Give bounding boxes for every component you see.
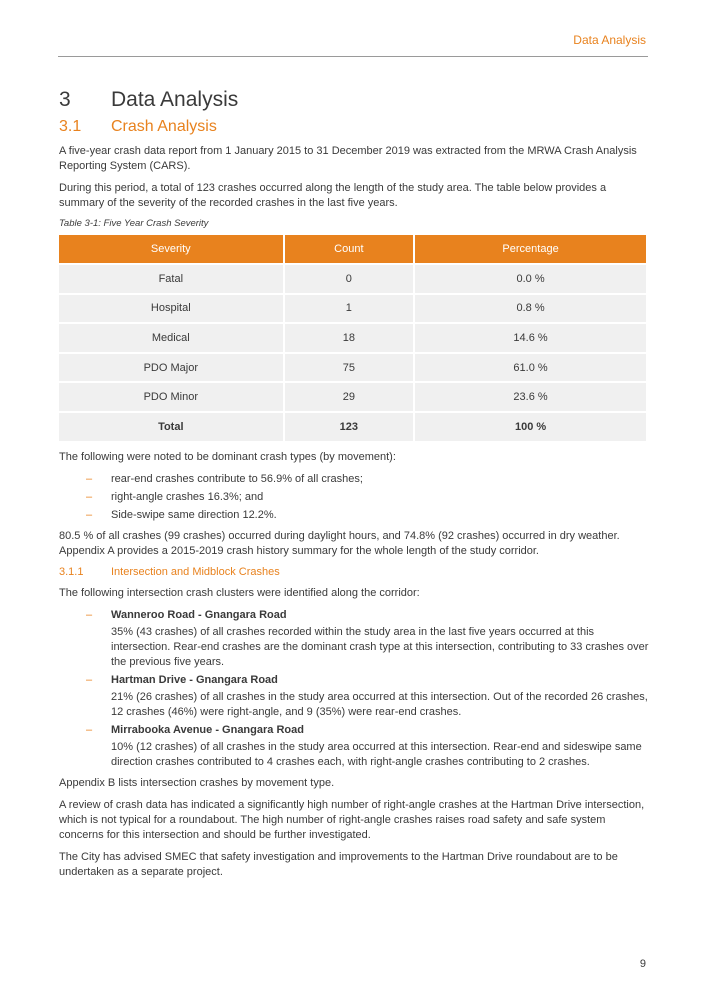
percentage-cell: 0.0 % [414, 264, 646, 294]
percentage-cell: 14.6 % [414, 323, 646, 353]
severity-cell: PDO Major [59, 353, 284, 383]
cluster-item [59, 673, 649, 720]
cluster-body: 10% (12 crashes) of all crashes in the study area occurred at this intersection. Rear-end and sideswipe same direction crashes contributed to 4 crashes each, with right-angle crashes contributing to 2 crashes. [111, 740, 642, 768]
dash-bullet: – [86, 472, 93, 485]
count-cell: 0 [284, 264, 415, 294]
subsection-title: Crash Analysis [111, 118, 217, 135]
subsection-number: 3.1 [59, 118, 82, 135]
column-header-count: Count [284, 235, 415, 264]
list-item [59, 490, 649, 505]
list-item-text: Side-swipe same direction 12.2%. [111, 508, 277, 521]
page-content [59, 88, 649, 887]
severity-cell: Medical [59, 323, 284, 353]
percentage-cell: 0.8 % [414, 294, 646, 324]
cluster-title: Mirrabooka Avenue - Gnangara Road [111, 723, 304, 736]
list-item [59, 508, 649, 523]
clusters-list [59, 608, 649, 770]
intro-paragraph: During this period, a total of 123 crashes occurred along the length of the study area. The table below provides a summary of the severity of the recorded crashes in the last five years. [59, 182, 607, 209]
total-count-cell: 123 [284, 412, 415, 441]
table-total-row [59, 412, 646, 441]
intro-paragraph: A five-year crash data report from 1 January 2015 to 31 December 2019 was extracted from the MRWA Crash Analysis Reporting System (CARS). [59, 145, 637, 172]
subsubsection-heading [59, 566, 649, 578]
list-item [59, 472, 649, 487]
cluster-item [59, 608, 649, 670]
column-header-severity: Severity [59, 235, 284, 264]
count-cell: 18 [284, 323, 415, 353]
table-caption: Table 3-1: Five Year Crash Severity [59, 218, 209, 229]
cluster-body: 35% (43 crashes) of all crashes recorded within the study area in the last five years occurred at this intersection. Rear-end crashes are the dominant crash type at this intersection, contributing to 33 crashes over the previous five years. [111, 625, 649, 668]
count-cell: 29 [284, 382, 415, 412]
daylight-paragraph: 80.5 % of all crashes (99 crashes) occurred during daylight hours, and 74.8% (92 crashes) occurred in dry weather. Appendix A provides a 2015-2019 crash history summary for the whole length of the study corridor. [59, 529, 620, 557]
total-label-cell: Total [59, 412, 284, 441]
percentage-cell: 23.6 % [414, 382, 646, 412]
section-title: Data Analysis [111, 88, 239, 111]
dash-bullet: – [86, 723, 93, 736]
table-row [59, 353, 646, 383]
cluster-body: 21% (26 crashes) of all crashes in the study area occurred at this intersection. Out of the recorded 26 crashes, 12 crashes (46%) were right-angle, and 9 (35%) were rear-end crashes. [111, 690, 648, 718]
table-row [59, 323, 646, 353]
running-header: Data Analysis [573, 33, 646, 47]
section-number: 3 [59, 88, 71, 111]
dash-bullet: – [86, 508, 93, 521]
crash-types-intro: The following were noted to be dominant crash types (by movement): [59, 450, 396, 463]
severity-cell: Hospital [59, 294, 284, 324]
severity-cell: Fatal [59, 264, 284, 294]
cluster-item [59, 723, 649, 770]
dash-bullet: – [86, 673, 93, 686]
subsection-heading [59, 118, 649, 136]
cluster-title: Wanneroo Road - Gnangara Road [111, 608, 287, 621]
subsubsection-number: 3.1.1 [59, 565, 84, 578]
page-number: 9 [639, 958, 646, 970]
clusters-intro: The following intersection crash clusters were identified along the corridor: [59, 586, 420, 599]
count-cell: 75 [284, 353, 415, 383]
severity-cell: PDO Minor [59, 382, 284, 412]
subsubsection-title: Intersection and Midblock Crashes [111, 565, 280, 578]
count-cell: 1 [284, 294, 415, 324]
percentage-cell: 61.0 % [414, 353, 646, 383]
table-row [59, 294, 646, 324]
list-item-text: right-angle crashes 16.3%; and [111, 490, 264, 503]
crash-types-list [59, 472, 649, 523]
closing-paragraph: The City has advised SMEC that safety investigation and improvements to the Hartman Drive roundabout are to be undertaken as a separate project. [59, 850, 618, 878]
section-heading [59, 88, 649, 112]
dash-bullet: – [86, 490, 93, 503]
crash-severity-table [59, 235, 646, 441]
header-divider [58, 56, 648, 57]
total-percentage-cell: 100 % [414, 412, 646, 441]
list-item-text: rear-end crashes contribute to 56.9% of all crashes; [111, 472, 363, 485]
closing-paragraph: Appendix B lists intersection crashes by movement type. [59, 776, 335, 789]
dash-bullet: – [86, 608, 93, 621]
table-header-row [59, 235, 646, 264]
closing-paragraph: A review of crash data has indicated a significantly high number of right-angle crashes at the Hartman Drive intersection, which is not typical for a roundabout. The high number of right-angle crashes raises road safety and safe system concerns for this intersection and should be further investigated. [59, 798, 645, 841]
column-header-percentage: Percentage [414, 235, 646, 264]
table-row [59, 382, 646, 412]
table-row [59, 264, 646, 294]
cluster-title: Hartman Drive - Gnangara Road [111, 673, 278, 686]
